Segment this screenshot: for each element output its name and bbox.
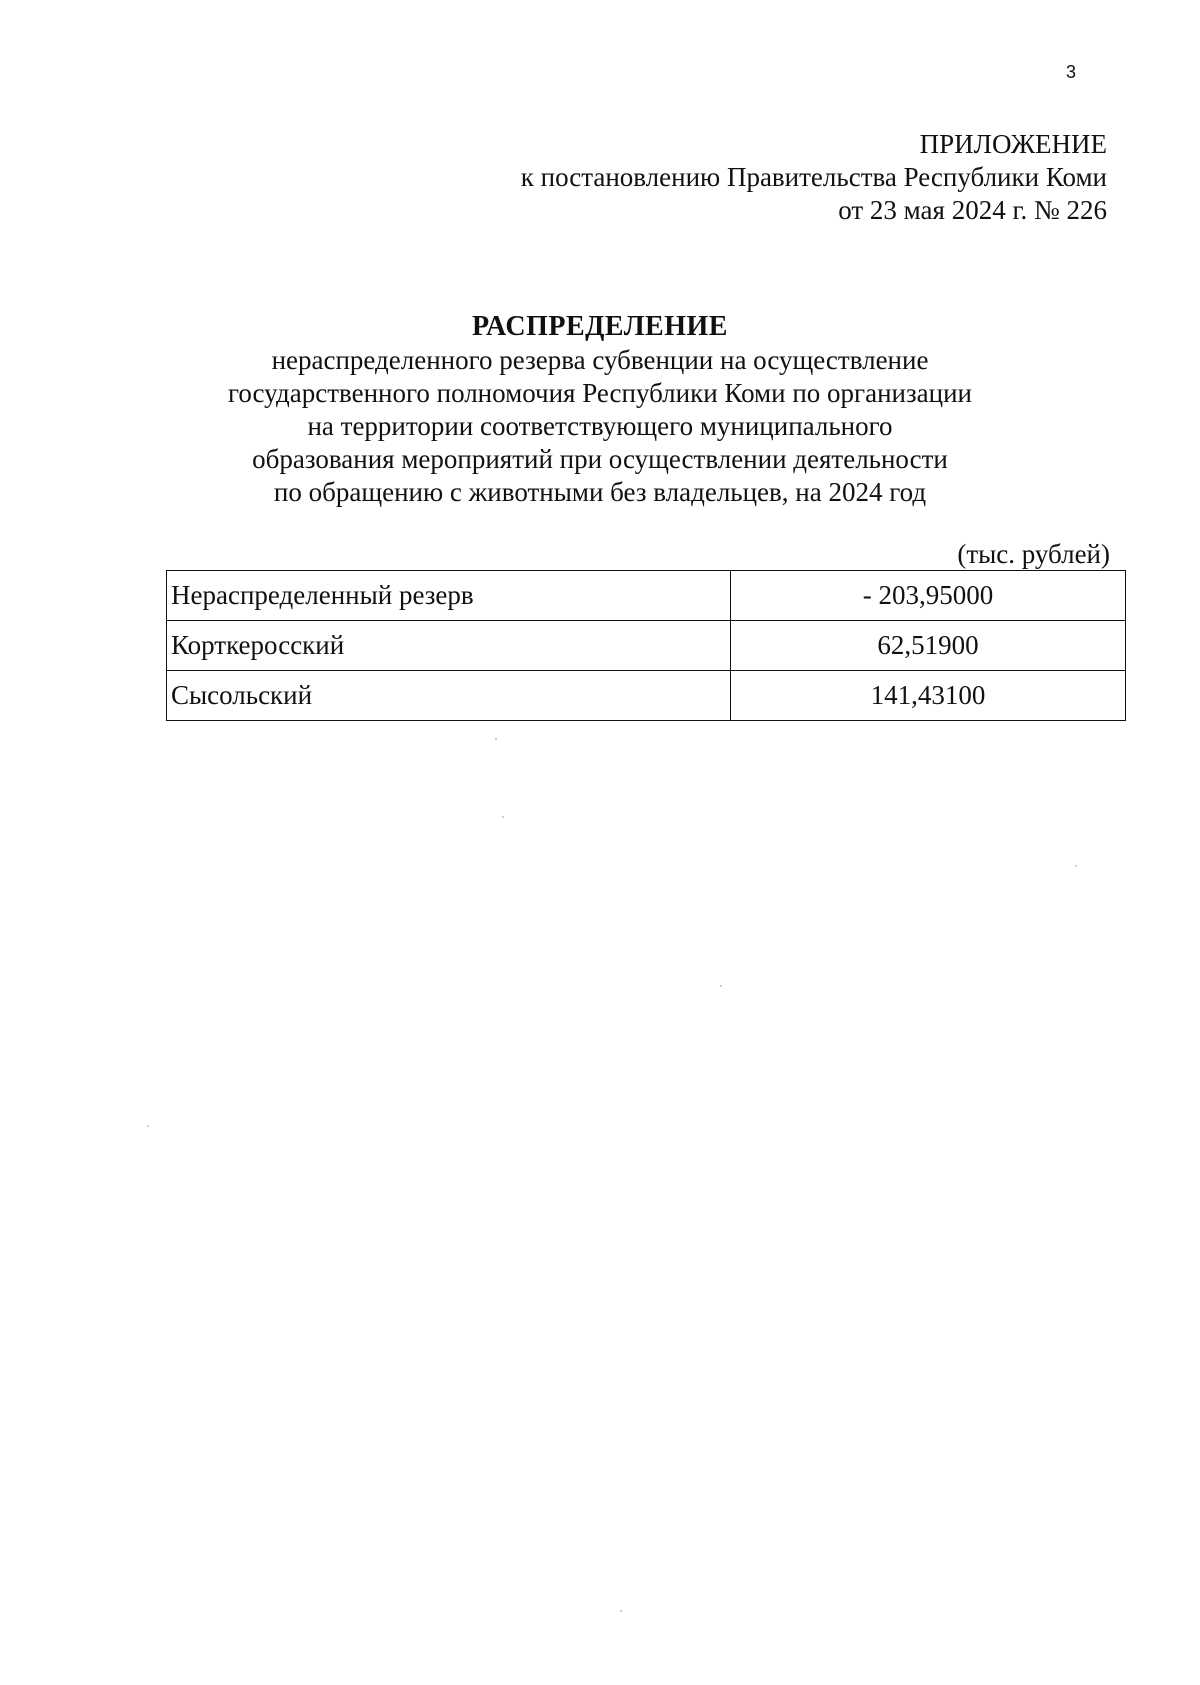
subtitle-line: образования мероприятий при осуществлении деятельности [252, 444, 948, 474]
appendix-date-line: от 23 мая 2024 г. № 226 [838, 195, 1107, 225]
scan-speck [147, 1125, 149, 1127]
subtitle-line: нераспределенного резерва субвенции на осуществление [271, 345, 929, 375]
row-value: - 203,95000 [731, 571, 1126, 621]
row-value: 141,43100 [731, 671, 1126, 721]
document-title-block [0, 310, 1200, 509]
page-number: 3 [1066, 62, 1077, 82]
scan-speck [620, 1610, 622, 1612]
allocation-table [166, 570, 1126, 721]
subtitle-line: на территории соответствующего муниципального [307, 411, 893, 441]
table-row [167, 621, 1126, 671]
table-row [167, 571, 1126, 621]
document-heading: РАСПРЕДЕЛЕНИЕ [472, 311, 728, 342]
subtitle-line: по обращению с животными без владельцев, на 2024 год [273, 477, 927, 507]
appendix-title: ПРИЛОЖЕНИЕ [919, 129, 1107, 159]
row-value: 62,51900 [731, 621, 1126, 671]
subtitle-line: государственного полномочия Республики Коми по организации [227, 378, 972, 408]
row-name: Сысольский [167, 671, 731, 721]
scan-speck [502, 816, 504, 818]
table-row [167, 671, 1126, 721]
appendix-resolution-line: к постановлению Правительства Республики Коми [520, 162, 1107, 192]
appendix-header [521, 128, 1107, 227]
row-name: Нераспределенный резерв [167, 571, 731, 621]
row-name: Корткеросский [167, 621, 731, 671]
scan-speck [495, 738, 497, 740]
scan-speck [720, 985, 722, 987]
scan-speck [1075, 865, 1077, 867]
units-label: (тыс. рублей) [957, 539, 1110, 569]
